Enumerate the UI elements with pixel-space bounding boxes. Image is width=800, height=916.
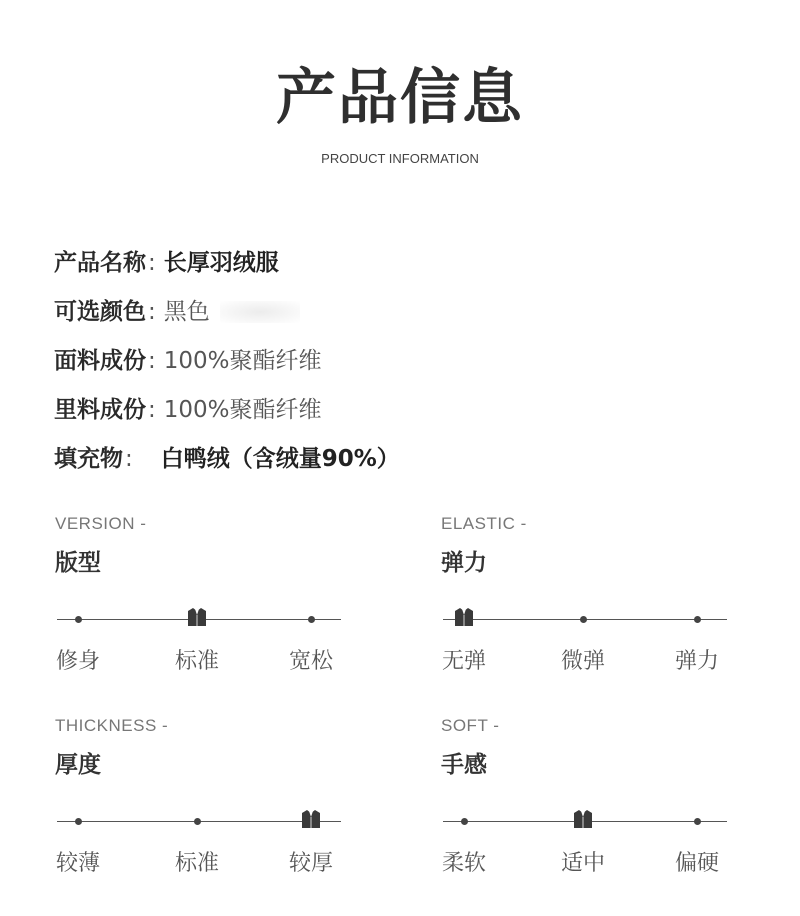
attr-soft xyxy=(441,716,731,896)
jacket-icon xyxy=(186,606,208,628)
info-value: 黑色 xyxy=(163,298,210,325)
page-title: 产品信息 xyxy=(276,63,524,133)
scale-tick-label: 无弹 xyxy=(441,649,487,674)
scale-tick-label: 修身 xyxy=(55,649,101,674)
attr-en-label: ELASTIC - xyxy=(441,514,527,533)
attr-en-label: SOFT - xyxy=(441,716,500,735)
scale-tick-label: 较薄 xyxy=(55,851,101,876)
info-label: 面料成份 xyxy=(54,347,146,374)
scale-tick-label: 标准 xyxy=(174,851,220,876)
scale-tick-label: 微弹 xyxy=(560,649,606,674)
attr-ticks xyxy=(441,846,731,876)
scale-dot xyxy=(580,616,587,623)
info-colon: : xyxy=(125,445,133,472)
attr-scale xyxy=(55,812,345,832)
info-label: 填充物 xyxy=(54,445,123,472)
info-value: 长厚羽绒服 xyxy=(163,249,279,276)
scale-tick-label: 标准 xyxy=(174,649,220,674)
scale-dot xyxy=(308,616,315,623)
info-label: 产品名称 xyxy=(54,249,146,276)
attr-ticks xyxy=(441,644,731,674)
page-subtitle: PRODUCT INFORMATION xyxy=(321,151,479,166)
jacket-icon xyxy=(453,606,475,628)
scale-tick-label: 弹力 xyxy=(674,649,720,674)
attr-scale xyxy=(441,812,731,832)
attr-thickness xyxy=(55,716,345,896)
info-colon: : xyxy=(148,396,156,423)
scale-dot xyxy=(694,616,701,623)
scale-tick-label: 柔软 xyxy=(441,851,487,876)
scale-tick-label: 宽松 xyxy=(288,649,334,674)
info-colon: : xyxy=(148,298,156,325)
scale-dot xyxy=(194,818,201,825)
info-value: 白鸭绒（含绒量90%） xyxy=(160,445,400,472)
attr-en-label: THICKNESS - xyxy=(55,716,169,735)
info-row-filling xyxy=(54,434,754,483)
attr-scale xyxy=(441,610,731,630)
info-label: 里料成份 xyxy=(54,396,146,423)
scale-tick-label: 偏硬 xyxy=(674,851,720,876)
attr-zh-label: 手感 xyxy=(441,752,487,778)
scale-tick-label: 较厚 xyxy=(288,851,334,876)
info-row-name xyxy=(54,238,754,287)
attr-zh-label: 弹力 xyxy=(441,550,487,576)
product-info-list xyxy=(54,238,754,483)
jacket-icon xyxy=(572,808,594,830)
attr-scale xyxy=(55,610,345,630)
attr-ticks xyxy=(55,644,345,674)
attr-zh-label: 版型 xyxy=(55,550,101,576)
scale-dot xyxy=(75,616,82,623)
info-colon: : xyxy=(148,249,156,276)
info-row-lining xyxy=(54,385,754,434)
scale-dot xyxy=(75,818,82,825)
info-row-color xyxy=(54,287,754,336)
info-row-fabric xyxy=(54,336,754,385)
scale-dot xyxy=(461,818,468,825)
attr-version xyxy=(55,514,345,694)
attr-zh-label: 厚度 xyxy=(55,752,101,778)
info-value: 100%聚酯纤维 xyxy=(163,347,322,374)
attr-elastic xyxy=(441,514,731,694)
scale-dot xyxy=(694,818,701,825)
scale-tick-label: 适中 xyxy=(560,851,606,876)
info-value: 100%聚酯纤维 xyxy=(163,396,322,423)
jacket-icon xyxy=(300,808,322,830)
attr-ticks xyxy=(55,846,345,876)
info-colon: : xyxy=(148,347,156,374)
info-label: 可选颜色 xyxy=(54,298,146,325)
blurred-text xyxy=(220,301,300,323)
attr-en-label: VERSION - xyxy=(55,514,147,533)
